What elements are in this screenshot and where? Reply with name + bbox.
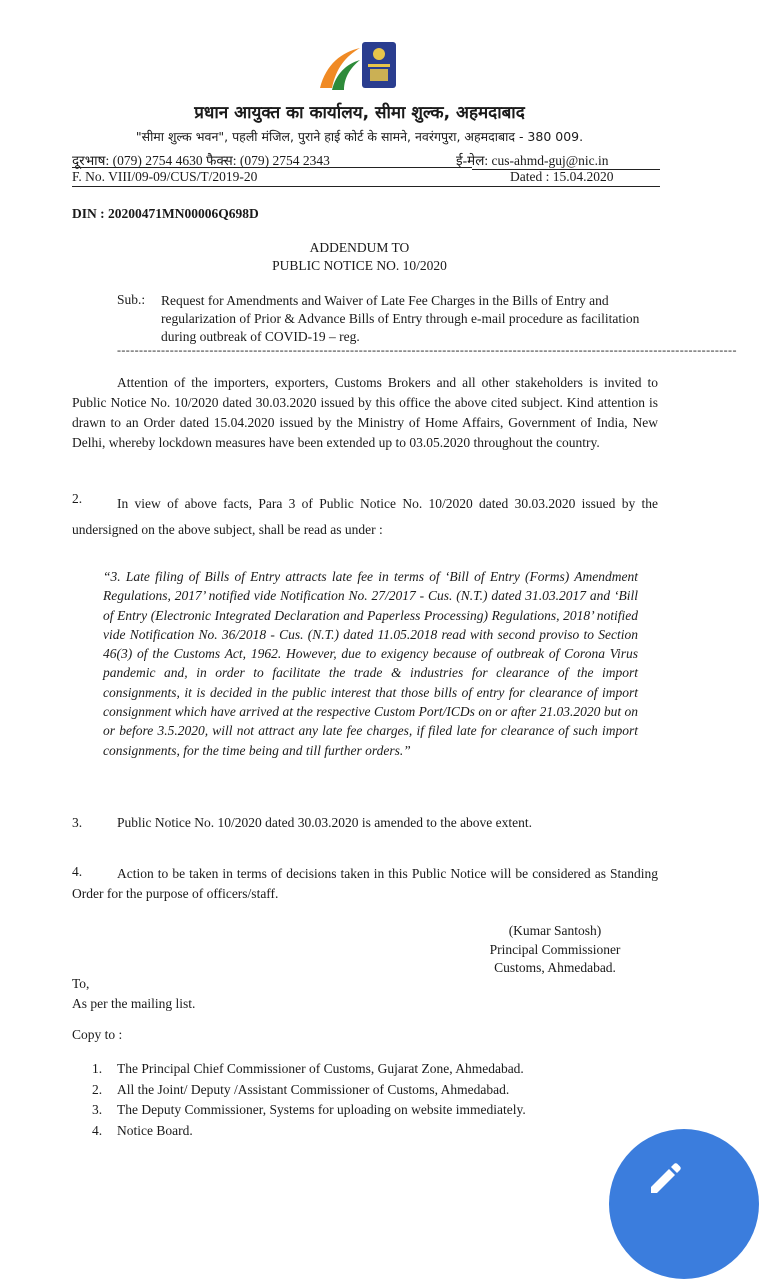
- quoted-para-3: “3. Late filing of Bills of Entry attracts late fee in terms of ‘Bill of Entry (Forms) Amendment Regulations, 2017’ notified vide Notification No. 27/2017 - Cus. (N.T.) dated 31.03.2017 and ‘Bill of Entry (Electronic Integrated Declaration and Paperless Processing) Regulations, 2018’ notified vide Notification No. 36/2018 - Cus. (N.T.) dated 11.05.2018 read with second proviso to Section 46(3) of the Customs Act, 1962. However, due to exigency because of outbreak of Corona Virus pandemic and, in order to facilitate the trade & industries for clearance of the import consignments, it is decided in the public interest that those bills of entry for clearance of import consignment which have arrived at the respective Custom Port/ICDs on or after 21.03.2020 but on or before 3.5.2020, will not attract any late fee charges, if filed late for clearance of such import consignments, for the time being and till further orders.”: [103, 569, 638, 758]
- email-address[interactable]: ई-मेल: cus-ahmd-guj@nic.in: [456, 153, 609, 168]
- din-number: DIN : 20200471MN00006Q698D: [72, 206, 259, 221]
- file-number: F. No. VIII/09-09/CUS/T/2019-20: [72, 169, 258, 184]
- copy-to-list: [92, 1059, 526, 1141]
- list-item: 2. All the Joint/ Deputy /Assistant Commissioner of Customs, Ahmedabad.: [92, 1081, 510, 1097]
- header-divider-left: [72, 167, 472, 168]
- notice-title-line2: PUBLIC NOTICE NO. 10/2020: [272, 258, 447, 273]
- subject-text: Request for Amendments and Waiver of Late Fee Charges in the Bills of Entry and regularization of Prior & Advance Bills of Entry through e-mail procedure as facilitation during outbreak of COVID-19 – reg.: [161, 293, 640, 344]
- edit-pencil-icon: [643, 1157, 683, 1197]
- paragraph-4-number: 4.: [72, 864, 83, 879]
- edit-fab-button[interactable]: [609, 1129, 759, 1279]
- paragraph-2: In view of above facts, Para 3 of Public Notice No. 10/2020 dated 30.03.2020 issued by the undersigned on the above subject, shall be read as under :: [72, 496, 658, 537]
- signatory-name: (Kumar Santosh): [508, 923, 602, 938]
- signatory-designation: Principal Commissioner: [489, 941, 621, 957]
- paragraph-2-number: 2.: [72, 491, 83, 506]
- notice-date: Dated : 15.04.2020: [510, 169, 614, 184]
- list-item: 4. Notice Board.: [92, 1122, 193, 1138]
- phone-fax: दूरभाष: (079) 2754 4630 फैक्स: (079) 2754 2343: [72, 153, 330, 168]
- signature-block: [440, 922, 670, 978]
- subject-label: Sub.:: [117, 292, 146, 307]
- cbic-logo: [316, 38, 406, 94]
- list-item: 1. The Principal Chief Commissioner of Customs, Gujarat Zone, Ahmedabad.: [92, 1061, 524, 1076]
- addressee: [72, 974, 195, 1014]
- paragraph-3-number: 3.: [72, 815, 83, 830]
- paragraph-3: Public Notice No. 10/2020 dated 30.03.2020 is amended to the above extent.: [117, 815, 533, 830]
- paragraph-4: Action to be taken in terms of decisions taken in this Public Notice will be considered as Standing Order for the purpose of officers/staff.: [72, 866, 658, 901]
- notice-title-line1: ADDENDUM TO: [309, 240, 410, 255]
- paragraph-1: Attention of the importers, exporters, Customs Brokers and all other stakeholders is invited to Public Notice No. 10/2020 dated 30.03.2020 issued by this office the above cited subject. Kind attention is drawn to an Order dated 15.04.2020 issued by the Ministry of Home Affairs, Government of India, New Delhi, whereby lockdown measures have been extended up to 03.05.2020 throughout the country.: [72, 375, 658, 450]
- signatory-office: Customs, Ahmedabad.: [494, 960, 616, 975]
- office-address: "सीमा शुल्क भवन", पहली मंजिल, पुराने हाई कोर्ट के सामने, नवरंगपुरा, अहमदाबाद - 380 009.: [135, 129, 584, 144]
- office-title: प्रधान आयुक्त का कार्यालय, सीमा शुल्क, अहमदाबाद: [194, 103, 525, 123]
- subject-separator: ---------------------------------------------------------------------------------------------------------------------------------------------: [117, 343, 737, 357]
- to-label: To,: [72, 976, 90, 991]
- list-item: 3. The Deputy Commissioner, Systems for uploading on website immediately.: [92, 1102, 526, 1117]
- mailing-list: As per the mailing list.: [72, 996, 196, 1011]
- header-divider-bottom: [72, 186, 660, 187]
- copy-to-label: Copy to :: [72, 1027, 123, 1042]
